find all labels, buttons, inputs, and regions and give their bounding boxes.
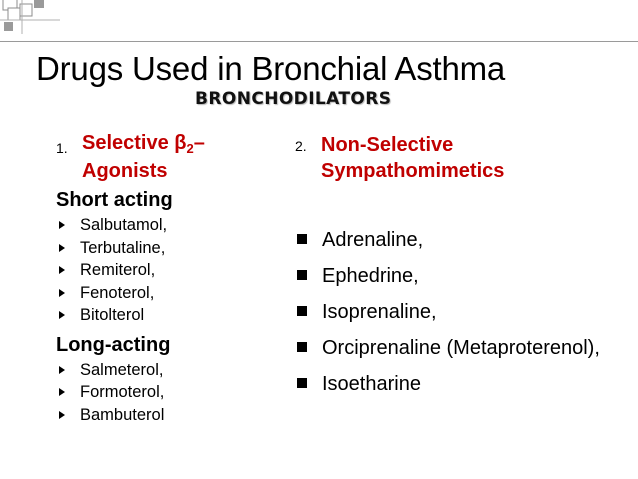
bullet-square-icon [297,342,307,352]
drug-name: Isoprenaline, [322,301,437,323]
list-item [295,299,625,325]
list-item [56,214,286,237]
heading-subscript: 2 [186,141,194,156]
bullet-arrow-icon [59,266,65,274]
heading-line-1: Non-Selective [321,134,454,156]
list-item [56,381,286,404]
page-title: Drugs Used in Bronchial Asthma [36,50,506,87]
heading-dash: – [193,132,205,154]
drug-name: Adrenaline, [322,229,424,251]
drug-name: Salmeterol, [80,360,164,379]
list-item [295,227,625,253]
heading-line-1 [82,132,286,160]
list-item [56,404,286,427]
drug-name: Terbutaline, [80,238,166,257]
drug-name: Fenoterol, [80,283,155,302]
drug-name: Orciprenaline (Metaproterenol), [322,337,600,359]
list-item [56,359,286,382]
left-column [56,132,286,426]
drug-name: Salbutamol, [80,216,168,234]
list-item [56,237,286,260]
item-number: 1. [56,140,68,156]
item-number: 2. [295,138,307,154]
heading-line-2: Agonists [82,160,168,182]
list-item [56,304,286,327]
list-item [56,282,286,305]
list-item [295,263,625,289]
heading-line-2: Sympathomimetics [321,160,505,182]
drug-name: Formoterol, [80,383,165,401]
title-divider [0,41,638,42]
list-item [295,335,625,361]
subtitle: BRONCHODILATORS [195,89,392,109]
drug-name: Remiterol, [80,261,156,279]
decorative-squares [0,0,160,34]
long-acting-list [56,359,286,427]
bullet-arrow-icon [59,221,65,229]
bullet-square-icon [297,378,307,388]
short-acting-list [56,214,286,327]
bullet-square-icon [297,270,307,280]
non-selective-list [295,227,625,397]
list-item [295,371,625,397]
bullet-square-icon [297,234,307,244]
short-acting-label: Short acting [56,189,173,211]
bullet-arrow-icon [59,244,65,252]
drug-name: Ephedrine, [322,265,419,287]
bullet-arrow-icon [59,366,65,374]
long-acting-label: Long-acting [56,333,171,356]
bullet-arrow-icon [59,411,65,419]
bullet-arrow-icon [59,388,65,396]
non-selective-heading [295,132,625,184]
drug-name: Bitolterol [80,306,145,324]
bullet-arrow-icon [59,311,65,319]
bullet-arrow-icon [59,289,65,297]
selective-heading [56,132,286,182]
list-item [56,259,286,282]
bullet-square-icon [297,306,307,316]
drug-name: Isoetharine [322,373,421,395]
drug-name: Bambuterol [80,405,165,424]
right-column [295,132,625,407]
heading-text: Selective β [82,132,187,154]
